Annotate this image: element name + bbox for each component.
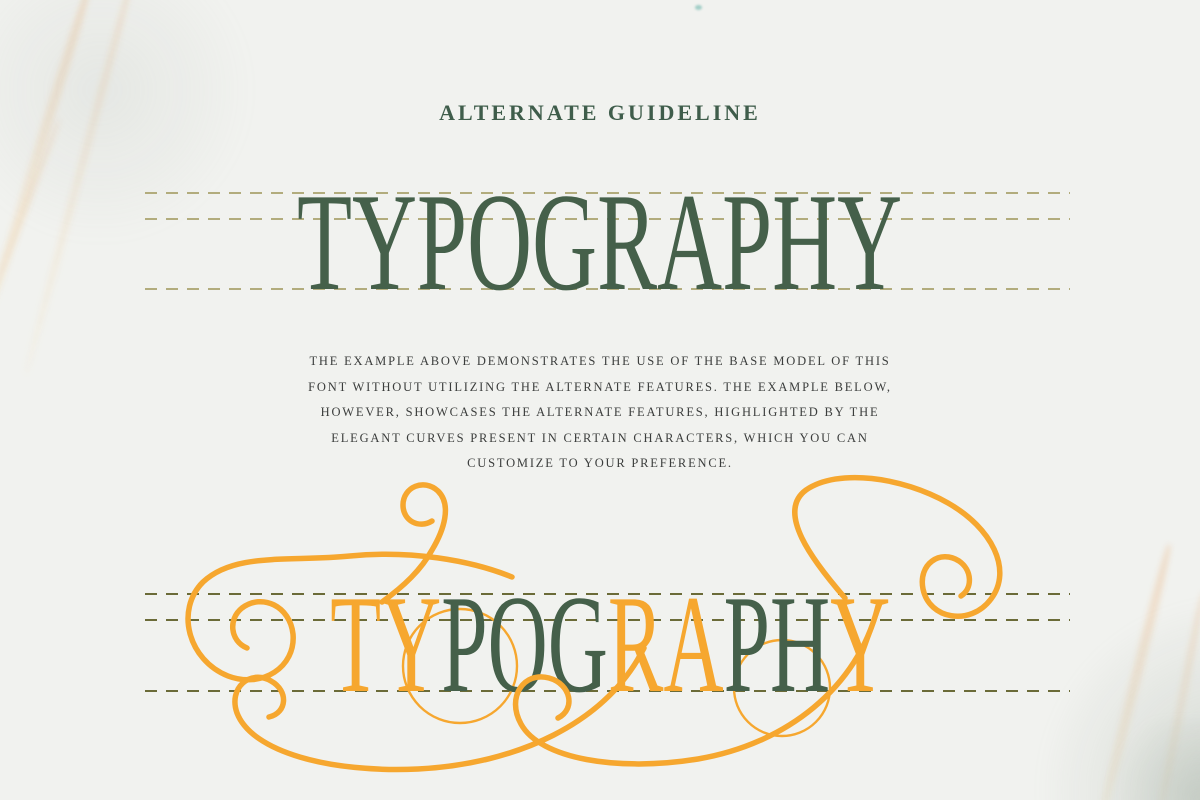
- description-line: FONT WITHOUT UTILIZING THE ALTERNATE FEATURES. THE EXAMPLE BELOW,: [308, 379, 892, 394]
- description-line: ELEGANT CURVES PRESENT IN CERTAIN CHARACTERS, WHICH YOU CAN: [331, 430, 869, 445]
- description-line: CUSTOMIZE TO YOUR PREFERENCE.: [467, 456, 733, 470]
- alt-letter: O: [487, 565, 548, 722]
- page-title: ALTERNATE GUIDELINE: [439, 100, 761, 125]
- base-specimen: [297, 165, 902, 320]
- alt-letter: P: [723, 565, 770, 722]
- description-line: THE EXAMPLE ABOVE DEMONSTRATES THE USE OF THE BASE MODEL OF THIS: [309, 354, 891, 368]
- alt-letter: A: [663, 565, 724, 722]
- alt-letter: G: [547, 565, 608, 722]
- alt-letter: T: [330, 565, 382, 722]
- description-line: HOWEVER, SHOWCASES THE ALTERNATE FEATURES, HIGHLIGHTED BY THE: [320, 405, 880, 419]
- alt-letter: H: [769, 565, 831, 722]
- alt-letter: Y: [830, 565, 891, 722]
- description-paragraph: [240, 349, 960, 477]
- alt-letter: R: [607, 565, 664, 722]
- alt-letter: P: [441, 565, 488, 722]
- base-specimen-word: TYPOGRAPHY: [297, 165, 903, 320]
- alt-letter: Y: [381, 565, 442, 722]
